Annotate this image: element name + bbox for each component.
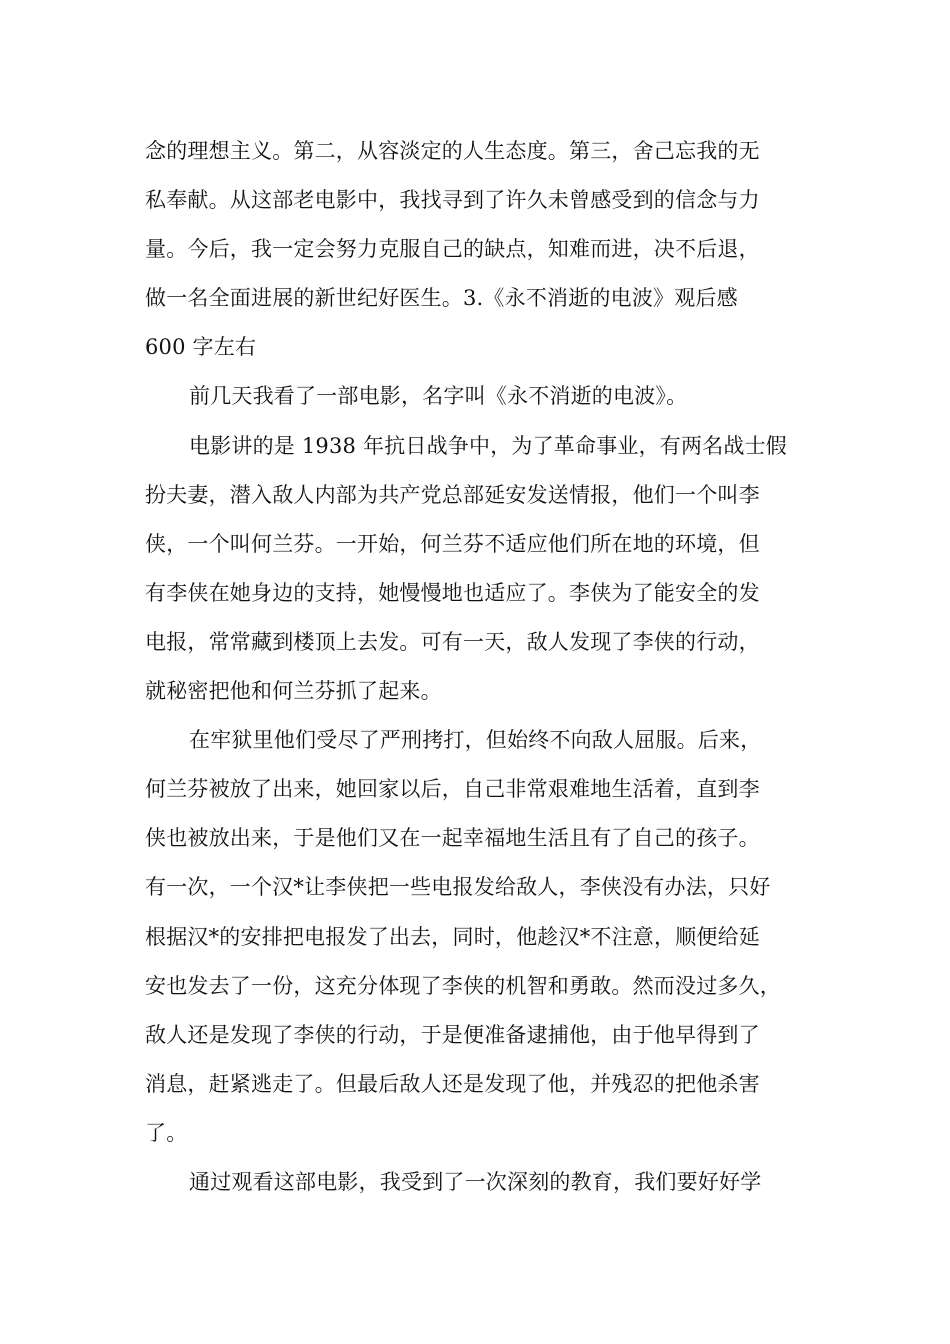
text-line: 侠，一个叫何兰芬。一开始，何兰芬不适应他们所在地的环境，但 xyxy=(145,531,760,556)
body-text xyxy=(145,127,810,1207)
text-line: 做一名全面进展的新世纪好医生。3.《永不消逝的电波》观后感 xyxy=(145,286,738,311)
paragraph-first-line: 电影讲的是 1938 年抗日战争中，为了革命事业，有两名战士假 xyxy=(189,433,787,458)
text-line: 安也发去了一份，这充分体现了李侠的机智和勇敢。然而没过多久， xyxy=(145,973,781,998)
text-line: 有一次，一个汉*让李侠把一些电报发给敌人，李侠没有办法，只好 xyxy=(145,875,771,900)
paragraph-first-line: 在牢狱里他们受尽了严刑拷打，但始终不向敌人屈服。后来， xyxy=(189,728,762,753)
text-line: 扮夫妻，潜入敌人内部为共产党总部延安发送情报，他们一个叫李 xyxy=(145,482,760,507)
text-line: 600 字左右 xyxy=(145,335,257,360)
text-line: 何兰芬被放了出来，她回家以后，自己非常艰难地生活着，直到李 xyxy=(145,777,760,802)
text-line: 敌人还是发现了李侠的行动，于是便准备逮捕他，由于他早得到了 xyxy=(145,1022,760,1047)
text-line: 私奉献。从这部老电影中，我找寻到了许久未曾感受到的信念与力 xyxy=(145,188,760,213)
text-line: 就秘密把他和何兰芬抓了起来。 xyxy=(145,679,442,704)
text-line: 了。 xyxy=(145,1120,188,1145)
text-line: 根据汉*的安排把电报发了出去，同时，他趁汉*不注意，顺便给延 xyxy=(145,924,760,949)
text-line: 电报，常常藏到楼顶上去发。可有一天，敌人发现了李侠的行动， xyxy=(145,629,760,654)
paragraph-first-line: 前几天我看了一部电影，名字叫《永不消逝的电波》。 xyxy=(189,384,688,409)
text-line: 有李侠在她身边的支持，她慢慢地也适应了。李侠为了能安全的发 xyxy=(145,580,760,605)
text-line: 侠也被放出来，于是他们又在一起幸福地生活且有了自己的孩子。 xyxy=(145,826,760,851)
text-line: 量。今后，我一定会努力克服自己的缺点，知难而进，决不后退， xyxy=(145,237,760,262)
paragraph-first-line: 通过观看这部电影，我受到了一次深刻的教育，我们要好好学 xyxy=(189,1169,762,1194)
text-line: 念的理想主义。第二，从容淡定的人生态度。第三，舍己忘我的无 xyxy=(145,139,760,163)
text-line: 消息，赶紧逃走了。但最后敌人还是发现了他，并残忍的把他杀害 xyxy=(145,1071,760,1096)
